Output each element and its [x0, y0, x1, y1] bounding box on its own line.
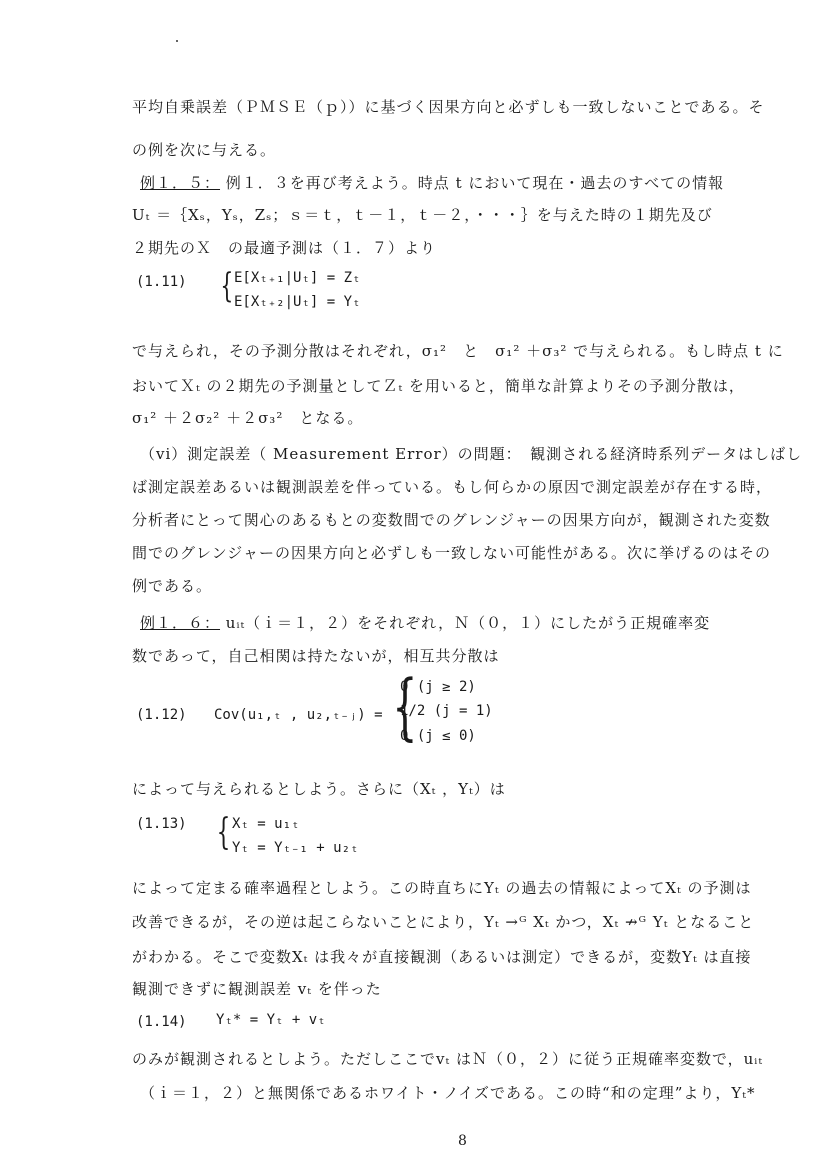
text-line: Uₜ ＝｛Xₛ，Yₛ，Zₛ；ｓ＝ｔ，ｔ－１，ｔ－２，・・・｝を与えた時の１期先及び: [132, 206, 713, 224]
text-line: で与えられ，その予測分散はそれぞれ，σ₁² と σ₁² ＋σ₃² で与えられる。もし時点 t に: [132, 342, 784, 360]
text-line: ば測定誤差あるいは観測誤差を伴っている。もし何らかの原因で測定誤差が存在する時，: [132, 478, 773, 496]
equation-case: 1/2 (j = 1): [400, 703, 493, 719]
brace-icon: {: [216, 812, 231, 853]
brace-icon: {: [220, 266, 234, 306]
text-line: （ｉ＝１，２）と無関係であるホワイト・ノイズである。この時“和の定理”より，Yₜ*: [140, 1084, 756, 1102]
equation-line: E[Xₜ₊₁|Uₜ] = Zₜ: [234, 270, 361, 286]
text-line: 例である。: [132, 577, 213, 595]
text-line: おいてＸₜ の２期先の予測量としてＺₜ を用いると，簡単な計算よりその予測分散は，: [132, 377, 745, 395]
example-label: 例１．５：: [140, 174, 221, 192]
equation-number: (1.12): [136, 707, 187, 723]
text-line: 改善できるが，その逆は起こらないことにより，Yₜ →ᴳ Xₜ かつ，Xₜ ↛ᴳ Yₜ となること: [132, 913, 755, 931]
text-line: 数であって，自己相関は持たないが，相互共分散は: [132, 647, 500, 665]
text-line: 観測できずに観測誤差 vₜ を伴った: [132, 980, 382, 998]
example-label: 例１．６：: [140, 614, 221, 632]
example-1-5-line: [140, 172, 724, 193]
text-span: 例１．３を再び考えよう。時点 t において現在・過去のすべての情報: [225, 174, 725, 192]
equation-line: Yₜ* = Yₜ + vₜ: [216, 1012, 326, 1028]
text-line: によって与えられるとしよう。さらに（Xₜ ，Yₜ）は: [132, 780, 506, 798]
text-line: 分析者にとって関心のあるもとの変数間でのグレンジャーの因果方向が，観測された変数: [132, 511, 771, 529]
equation-number: (1.14): [136, 1014, 187, 1030]
text-line: がわかる。そこで変数Xₜ は我々が直接観測（あるいは測定）できるが，変数Yₜ は直接: [132, 948, 752, 966]
text-line: （vi）測定誤差（ Measurement Error）の問題： 観測される経済時系列データはしばし: [140, 445, 803, 463]
brace-icon: {: [392, 664, 418, 748]
equation-number: (1.13): [136, 816, 187, 832]
equation-lhs: Cov(u₁,ₜ , u₂,ₜ₋ⱼ) =: [214, 707, 383, 723]
equation-number: (1.11): [136, 274, 187, 290]
equation-line: Yₜ = Yₜ₋₁ + u₂ₜ: [232, 840, 359, 856]
text-line: によって定まる確率過程としよう。この時直ちにYₜ の過去の情報によってXₜ の予測は: [132, 879, 752, 897]
example-1-6-line: [140, 612, 710, 633]
equation-case: 0 (j ≤ 0): [400, 728, 476, 744]
text-line: のみが観測されるとしよう。ただしここでvₜ はＮ（０，２）に従う正規確率変数で，uᵢₜ: [132, 1050, 764, 1068]
text-line: 間でのグレンジャーの因果方向と必ずしも一致しない可能性がある。次に挙げるのはその: [132, 544, 771, 562]
text-line: ２期先のＸ の最適予測は（１．７）より: [132, 239, 437, 257]
text-line: 平均自乗誤差（ＰＭＳＥ（ｐ））に基づく因果方向と必ずしも一致しないことである。そ: [132, 98, 765, 116]
equation-line: E[Xₜ₊₂|Uₜ] = Yₜ: [234, 294, 361, 310]
text-line: σ₁² ＋２σ₂² ＋２σ₃² となる。: [132, 409, 364, 427]
page-number: 8: [458, 1133, 467, 1149]
scan-speck: [176, 40, 178, 42]
equation-case: 0 (j ≥ 2): [400, 679, 476, 695]
text-span: uᵢₜ（ｉ＝１，２）をそれぞれ，Ｎ（０，１）にしたがう正規確率変: [225, 614, 711, 632]
equation-line: Xₜ = u₁ₜ: [232, 816, 300, 832]
text-line: の例を次に与える。: [132, 141, 277, 159]
